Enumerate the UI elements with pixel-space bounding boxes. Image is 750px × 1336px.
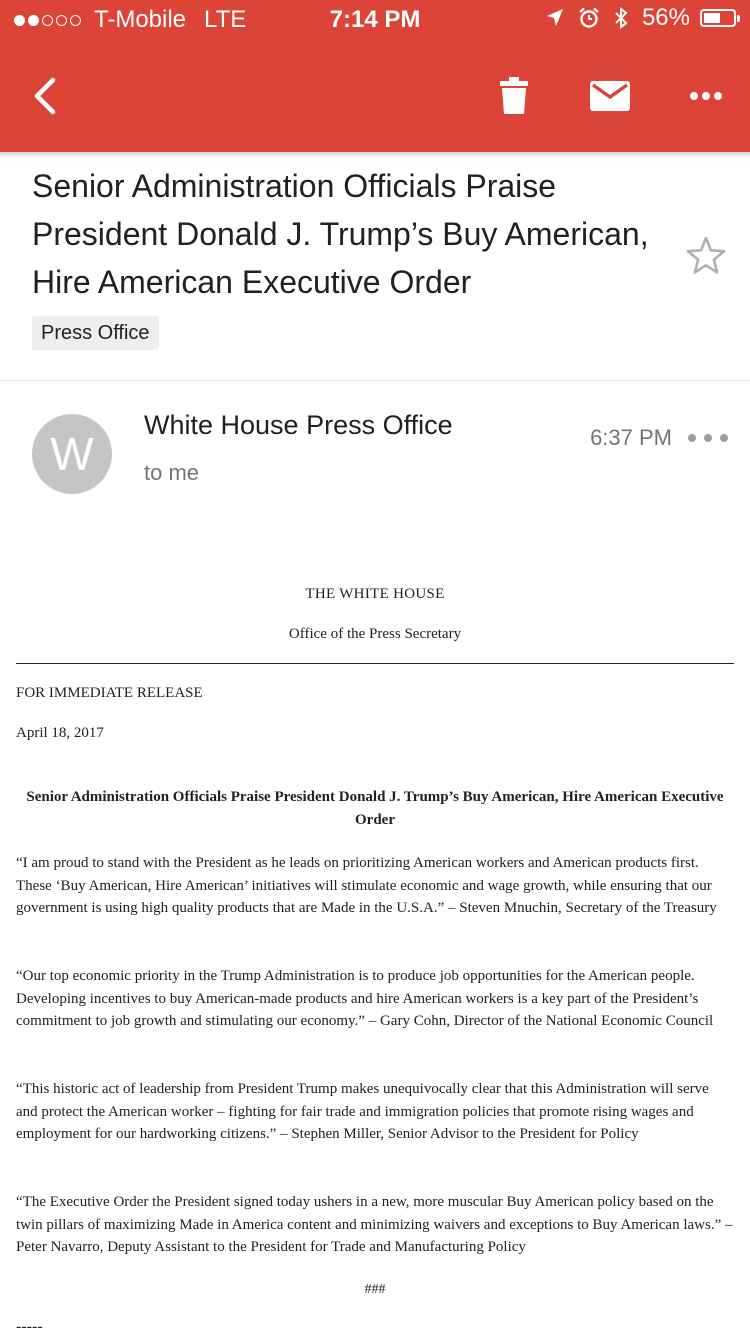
body-headline: Senior Administration Officials Praise President Donald J. Trump’s Buy American, Hire American Executive Order — [26, 789, 724, 828]
app-header — [0, 0, 750, 152]
alarm-icon — [578, 7, 600, 29]
body-header-org: THE WHITE HOUSE — [305, 586, 445, 602]
signature-separator: ----- — [16, 1318, 43, 1335]
body-paragraph: “Our top economic priority in the Trump Administration is to produce job opportunities for the American people. Developing incentives to buy American-made products and hire American workers is a key part of the President’s commitment to job growth and stimulating our economy.” – Gary Cohn, Director of the National Economic Council — [16, 968, 714, 1030]
sender-name[interactable]: White House Press Office — [144, 410, 453, 440]
body-rule — [16, 663, 734, 664]
delete-button[interactable] — [488, 70, 540, 122]
divider — [0, 380, 750, 381]
status-time: 7:14 PM — [329, 6, 421, 33]
back-arrow-icon — [31, 76, 59, 116]
recipient-details[interactable]: to me — [144, 460, 200, 485]
star-icon — [684, 234, 728, 278]
carrier-name: T-Mobile — [94, 6, 187, 33]
bluetooth-icon — [614, 6, 628, 30]
email-subject: Senior Administration Officials Praise President Donald J. Trump’s Buy American, Hire American Executive Order — [32, 168, 649, 300]
header-shadow — [0, 152, 750, 158]
release-date: April 18, 2017 — [16, 725, 104, 741]
status-right — [532, 4, 736, 32]
more-horizontal-icon — [688, 434, 696, 442]
body-paragraph: “The Executive Order the President signed today ushers in a new, more muscular Buy American policy based on the twin pillars of maximizing Made in America content and minimizing waivers and exceptions to Buy American laws.” – Peter Navarro, Deputy Assistant to the President for Trade and Manufacturing Policy — [16, 1194, 733, 1256]
star-button[interactable] — [684, 234, 728, 278]
label-chip[interactable]: Press Office — [32, 316, 159, 350]
status-bar — [0, 0, 750, 40]
body-paragraph: “This historic act of leadership from President Trump makes unequivocally clear that this Administration will serve and protect the American worker – fighting for fair trade and immigration policies that promote rising wages and employment for our hardworking citizens.” – Stephen Miller, Senior Advisor to the President for Policy — [16, 1081, 709, 1143]
battery-icon — [700, 9, 736, 27]
battery-percent: 56% — [641, 4, 690, 31]
body-paragraph: “I am proud to stand with the President as he leads on prioritizing American workers and American products first. These ‘Buy American, Hire American’ initiatives will stimulate economic and wage growth, while ensuring that our government is using high quality products that are Made in the U.S.A.” – Steven Mnuchin, Secretary of the Treasury — [16, 855, 717, 917]
avatar[interactable]: W — [32, 414, 112, 494]
more-horizontal-icon — [689, 91, 723, 101]
location-icon — [546, 8, 564, 28]
sent-time: 6:37 PM — [590, 425, 672, 450]
mark-unread-button[interactable] — [580, 70, 640, 122]
release-notice: FOR IMMEDIATE RELEASE — [16, 685, 203, 701]
back-button[interactable] — [20, 70, 70, 122]
message-more-button[interactable] — [688, 424, 728, 452]
trash-icon — [499, 77, 529, 115]
network-type: LTE — [204, 6, 247, 33]
more-options-button[interactable] — [678, 70, 734, 122]
mail-icon — [590, 81, 630, 111]
body-header-office: Office of the Press Secretary — [288, 626, 462, 642]
end-mark: ### — [364, 1282, 386, 1297]
